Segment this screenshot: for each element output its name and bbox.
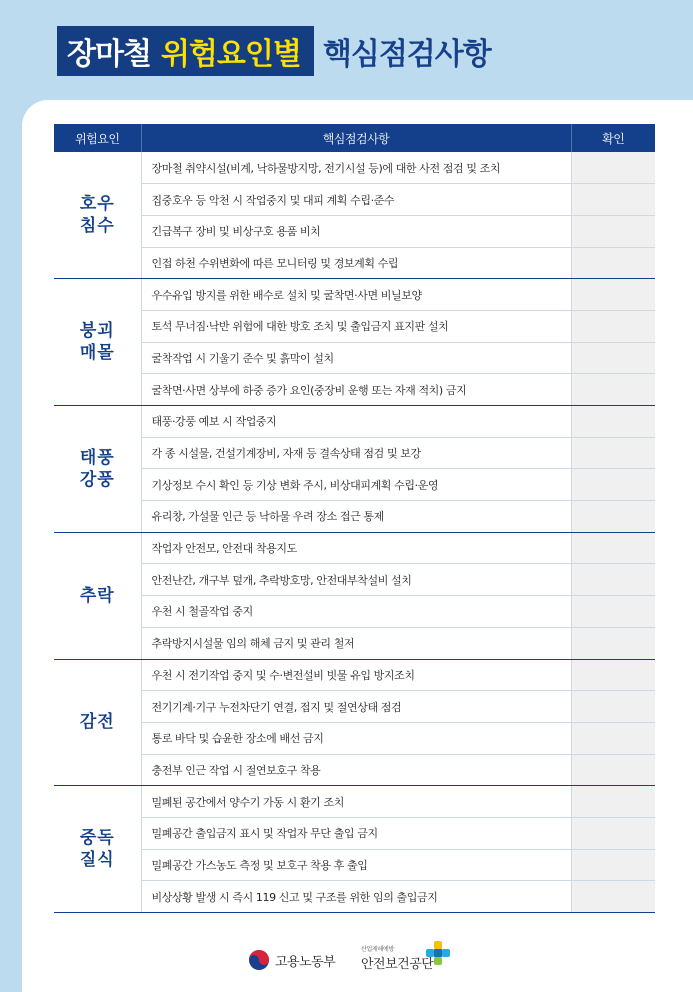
- confirm-checkbox-cell[interactable]: [571, 532, 655, 564]
- risk-category-line: 침수: [79, 216, 115, 237]
- table-header-row: [54, 124, 655, 152]
- table-row: [54, 817, 655, 849]
- confirm-checkbox-cell[interactable]: [571, 152, 655, 184]
- table-row: [54, 722, 655, 754]
- checklist-item: 통로 바닥 및 습윤한 장소에 배선 금지: [141, 722, 571, 754]
- confirm-checkbox-cell[interactable]: [571, 754, 655, 786]
- checklist-table: [54, 124, 655, 913]
- confirm-checkbox-cell[interactable]: [571, 849, 655, 881]
- header-confirm: 확인: [571, 124, 655, 152]
- confirm-checkbox-cell[interactable]: [571, 437, 655, 469]
- risk-category-line: 매몰: [79, 343, 115, 364]
- table-row: [54, 754, 655, 786]
- risk-category-line: 질식: [79, 850, 115, 871]
- table-row: [54, 406, 655, 438]
- checklist-item: 토석 무너짐·낙반 위험에 대한 방호 조치 및 출입금지 표지판 설치: [141, 310, 571, 342]
- risk-category: [54, 659, 141, 786]
- confirm-checkbox-cell[interactable]: [571, 469, 655, 501]
- table-row: [54, 849, 655, 881]
- table-row: [54, 596, 655, 628]
- confirm-checkbox-cell[interactable]: [571, 215, 655, 247]
- risk-category-line: 태풍: [79, 447, 115, 468]
- confirm-checkbox-cell[interactable]: [571, 342, 655, 374]
- table-row: [54, 627, 655, 659]
- risk-category-line: 추락: [79, 585, 115, 606]
- checklist-item: 태풍·강풍 예보 시 작업중지: [141, 406, 571, 438]
- checklist-item: 유리창, 가설물 인근 등 낙하물 우려 장소 접근 통제: [141, 501, 571, 533]
- table-row: [54, 279, 655, 311]
- confirm-checkbox-cell[interactable]: [571, 627, 655, 659]
- agency-logo: [361, 944, 433, 972]
- checklist-item: 각 종 시설물, 건설기계장비, 자재 등 결속상태 점검 및 보강: [141, 437, 571, 469]
- checklist-item: 우천 시 철골작업 중지: [141, 596, 571, 628]
- table-row: [54, 469, 655, 501]
- table-row: [54, 881, 655, 913]
- kosha-cross-icon: [425, 940, 451, 966]
- taegeuk-icon: [248, 949, 270, 971]
- checklist-item: 기상정보 수시 확인 등 기상 변화 주시, 비상대피계획 수립·운영: [141, 469, 571, 501]
- header-checklist: 핵심점검사항: [141, 124, 571, 152]
- confirm-checkbox-cell[interactable]: [571, 406, 655, 438]
- risk-category-line: 붕괴: [79, 321, 115, 342]
- table-row: [54, 437, 655, 469]
- checklist-item: 장마철 취약시설(비계, 낙하물방지망, 전기시설 등)에 대한 사전 점검 및 조치: [141, 152, 571, 184]
- checklist-item: 밀폐공간 출입금지 표시 및 작업자 무단 출입 금지: [141, 817, 571, 849]
- risk-category: [54, 532, 141, 659]
- table-row: [54, 532, 655, 564]
- checklist-item: 굴착면·사면 상부에 하중 증가 요인(중장비 운행 또는 자재 적치) 금지: [141, 374, 571, 406]
- table-row: [54, 501, 655, 533]
- table-row: [54, 691, 655, 723]
- confirm-checkbox-cell[interactable]: [571, 722, 655, 754]
- title-part3: 핵심점검사항: [322, 37, 491, 72]
- table-row: [54, 342, 655, 374]
- title-part1: 장마철: [67, 37, 151, 72]
- confirm-checkbox-cell[interactable]: [571, 247, 655, 279]
- table-row: [54, 184, 655, 216]
- risk-category-line: 호우: [79, 194, 115, 215]
- risk-category: [54, 152, 141, 279]
- confirm-checkbox-cell[interactable]: [571, 881, 655, 913]
- confirm-checkbox-cell[interactable]: [571, 310, 655, 342]
- checklist-item: 집중호우 등 악천 시 작업중지 및 대피 계획 수립·준수: [141, 184, 571, 216]
- risk-category: [54, 279, 141, 406]
- table-row: [54, 310, 655, 342]
- checklist-item: 긴급복구 장비 및 비상구호 용품 비치: [141, 215, 571, 247]
- checklist-item: 밀폐공간 가스농도 측정 및 보호구 착용 후 출입: [141, 849, 571, 881]
- risk-category: [54, 786, 141, 913]
- risk-category-line: 강풍: [79, 469, 115, 490]
- checklist-item: 굴착작업 시 기울기 준수 및 흙막이 설치: [141, 342, 571, 374]
- table-row: [54, 152, 655, 184]
- confirm-checkbox-cell[interactable]: [571, 184, 655, 216]
- table-row: [54, 564, 655, 596]
- confirm-checkbox-cell[interactable]: [571, 279, 655, 311]
- risk-category: [54, 406, 141, 533]
- confirm-checkbox-cell[interactable]: [571, 374, 655, 406]
- checklist-item: 전기기계·기구 누전차단기 연결, 접지 및 절연상태 점검: [141, 691, 571, 723]
- confirm-checkbox-cell[interactable]: [571, 659, 655, 691]
- table-row: [54, 659, 655, 691]
- risk-category-line: 감전: [79, 712, 115, 733]
- confirm-checkbox-cell[interactable]: [571, 691, 655, 723]
- agency-subtitle: 산업재해예방: [361, 946, 394, 953]
- agency-name: 안전보건공단: [361, 957, 434, 972]
- confirm-checkbox-cell[interactable]: [571, 596, 655, 628]
- title-highlight-box: [57, 26, 314, 76]
- confirm-checkbox-cell[interactable]: [571, 817, 655, 849]
- checklist-item: 안전난간, 개구부 덮개, 추락방호망, 안전대부착설비 설치: [141, 564, 571, 596]
- table-body: [54, 152, 655, 913]
- ministry-name: 고용노동부: [275, 954, 336, 970]
- table-row: [54, 374, 655, 406]
- footer: [0, 940, 693, 980]
- checklist-item: 작업자 안전모, 안전대 착용지도: [141, 532, 571, 564]
- risk-category-line: 중독: [79, 828, 115, 849]
- confirm-checkbox-cell[interactable]: [571, 786, 655, 818]
- page-title: [57, 26, 491, 76]
- header-risk: 위험요인: [54, 124, 141, 152]
- confirm-checkbox-cell[interactable]: [571, 564, 655, 596]
- title-part2: 위험요인별: [160, 37, 301, 72]
- checklist-item: 비상상황 발생 시 즉시 119 신고 및 구조를 위한 임의 출입금지: [141, 881, 571, 913]
- table-row: [54, 247, 655, 279]
- checklist-item: 인접 하천 수위변화에 따른 모니터링 및 경보계획 수립: [141, 247, 571, 279]
- checklist-item: 우수유입 방지를 위한 배수로 설치 및 굴착면·사면 비닐보양: [141, 279, 571, 311]
- checklist-table-wrap: [54, 124, 655, 913]
- table-row: [54, 786, 655, 818]
- ministry-logo: [248, 949, 335, 971]
- checklist-item: 추락방지시설물 임의 해체 금지 및 관리 철저: [141, 627, 571, 659]
- checklist-item: 충전부 인근 작업 시 절연보호구 착용: [141, 754, 571, 786]
- table-row: [54, 215, 655, 247]
- confirm-checkbox-cell[interactable]: [571, 501, 655, 533]
- checklist-item: 우천 시 전기작업 중지 및 수·변전설비 빗물 유입 방지조치: [141, 659, 571, 691]
- checklist-item: 밀폐된 공간에서 양수기 가동 시 환기 조치: [141, 786, 571, 818]
